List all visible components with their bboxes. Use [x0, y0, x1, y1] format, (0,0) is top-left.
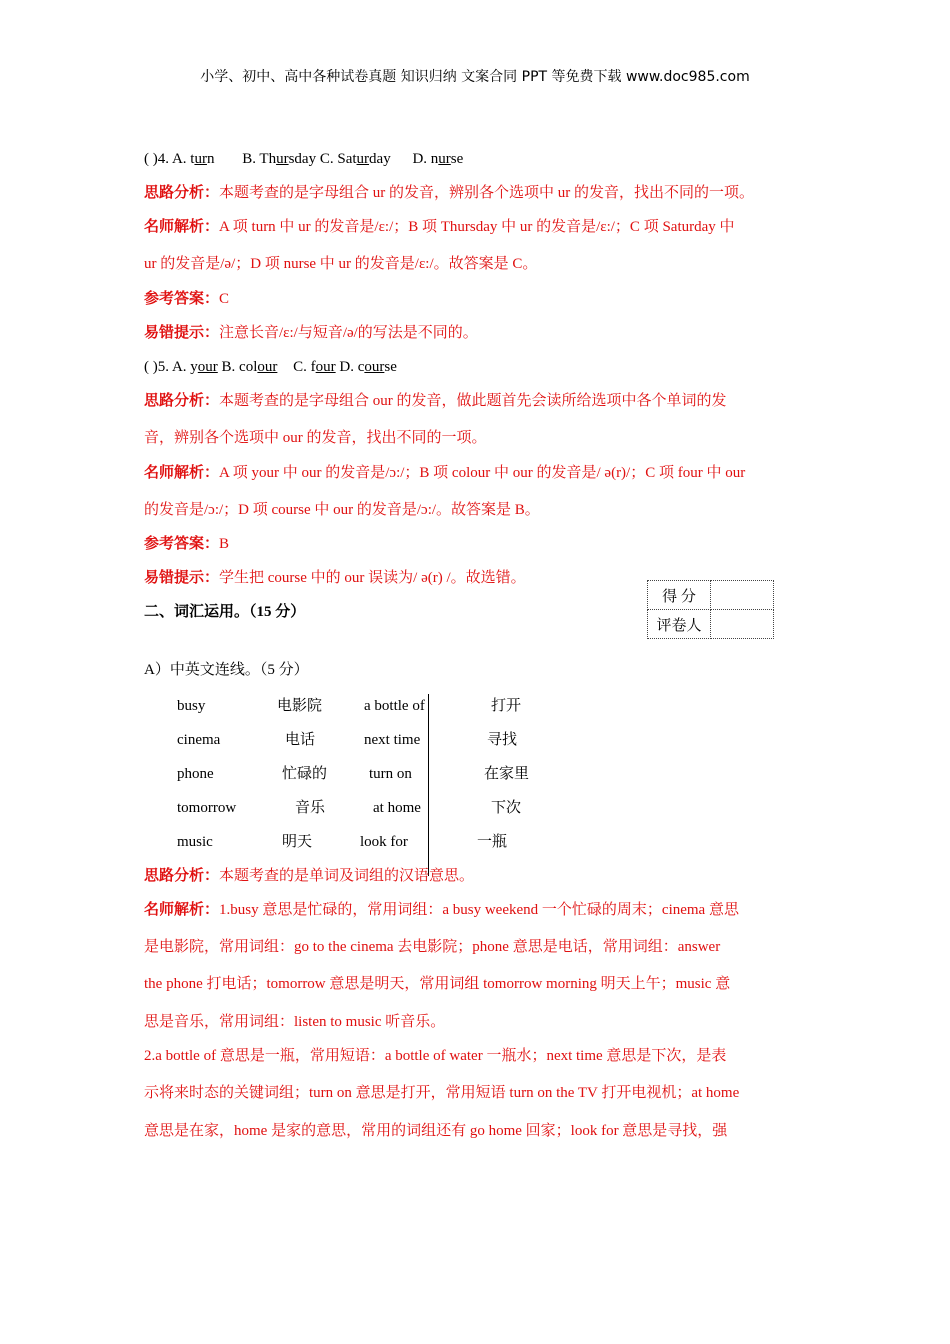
grader-field[interactable]	[711, 610, 774, 639]
matching-explanation-line: 是电影院，常用词组：go to the cinema 去电影院；phone 意思是电话，常用词组：answer	[144, 939, 721, 955]
q5-option-b: B. colour	[221, 359, 278, 375]
match-col2-item: 忙碌的	[282, 766, 328, 782]
q5-analysis: 思路分析：本题考查的是字母组合 our 的发音，做此题首先会读所给选项中各个单词的发	[144, 393, 727, 409]
match-col3-item: turn on	[369, 766, 412, 782]
q4-tip: 易错提示：注意长音/ɛ:/与短音/ə/的写法是不同的。	[144, 325, 478, 341]
match-col3-item: next time	[364, 732, 421, 748]
match-col1-item: tomorrow	[177, 800, 237, 816]
q5-analysis-cont: 音，辨别各个选项中 our 的发音，找出不同的一项。	[144, 430, 487, 446]
matching-analysis: 思路分析：本题考查的是单词及词组的汉语意思。	[144, 868, 475, 884]
matching-explanation-line: 意思是在家，home 是家的意思，常用的词组还有 go home 回家；look for 意思是寻找，强	[144, 1123, 728, 1139]
match-col4-item: 打开	[491, 698, 522, 714]
match-col1-item: busy	[177, 698, 206, 714]
match-col3-item: a bottle of	[364, 698, 425, 714]
matching-explanation: 名师解析：1.busy 意思是忙碌的，常用词组：a busy weekend 一个忙碌的周末；cinema 意思	[144, 902, 739, 918]
section-2-title: 二、词汇运用。（15 分）	[144, 604, 306, 620]
q5-option-a: A. your	[171, 359, 218, 375]
q5-explanation: 名师解析：A 项 your 中 our 的发音是/ɔ:/；B 项 colour 中 our 的发音是/ ə(r)/；C 项 four 中 our	[144, 465, 746, 481]
q4-explanation: 名师解析：A 项 turn 中 ur 的发音是/ɛ:/；B 项 Thursday 中 ur 的发音是/ɛ:/；C 项 Saturday 中	[144, 219, 735, 235]
score-label: 得 分	[648, 581, 711, 610]
match-col2-item: 电话	[285, 732, 316, 748]
question-4: ( )4. A. turn B. Thursday C. Saturday D. nurse	[144, 151, 464, 167]
q5-answer: 参考答案：B	[144, 536, 230, 552]
page-header[interactable]: 小学、初中、高中各种试卷真题 知识归纳 文案合同 PPT 等免费下载 www.doc985.com	[200, 69, 750, 85]
match-col4-item: 在家里	[484, 766, 530, 782]
match-col4-item: 一瓶	[477, 834, 508, 850]
match-col3-item: at home	[373, 800, 421, 816]
question-5: ( )5. A. your B. colour C. four D. course	[144, 359, 397, 375]
q5-tip: 易错提示：学生把 course 中的 our 误读为/ ə(r) /。故选错。	[144, 570, 526, 586]
matching-explanation-line: 2.a bottle of 意思是一瓶，常用短语：a bottle of water 一瓶水；next time 意思是下次，是表	[144, 1048, 727, 1064]
q5-explanation-cont: 的发音是/ɔ:/；D 项 course 中 our 的发音是/ɔ:/。故答案是 B。	[144, 502, 540, 518]
q4-answer: 参考答案：C	[144, 291, 230, 307]
q4-option-b: B. Thursday	[242, 151, 317, 167]
q5-option-c: C. four	[293, 359, 336, 375]
match-col1-item: music	[177, 834, 213, 850]
match-col4-item: 下次	[491, 800, 522, 816]
grader-label: 评卷人	[648, 610, 711, 639]
q4-option-a: A. turn	[171, 151, 215, 167]
q4-option-d: D. nurse	[412, 151, 464, 167]
match-col4-item: 寻找	[487, 732, 518, 748]
matching-divider	[428, 694, 429, 876]
match-col2-item: 电影院	[277, 698, 323, 714]
matching-explanation-line: the phone 打电话；tomorrow 意思是明天，常用词组 tomorrow morning 明天上午；music 意	[144, 976, 731, 992]
match-col1-item: phone	[177, 766, 214, 782]
match-col1-item: cinema	[177, 732, 221, 748]
q4-explanation-cont: ur 的发音是/ə/；D 项 nurse 中 ur 的发音是/ɛ:/。故答案是 C。	[144, 256, 538, 272]
q4-analysis: 思路分析：本题考查的是字母组合 ur 的发音，辨别各个选项中 ur 的发音，找出不同的一项。	[144, 185, 755, 201]
score-box	[647, 580, 774, 639]
q4-option-c: C. Saturday	[319, 151, 391, 167]
score-field[interactable]	[711, 581, 774, 610]
matching-explanation-line: 示将来时态的关键词组；turn on 意思是打开，常用短语 turn on the TV 打开电视机；at home	[144, 1085, 740, 1101]
matching-explanation-line: 思是音乐，常用词组：listen to music 听音乐。	[144, 1014, 446, 1030]
match-col2-item: 明天	[282, 834, 313, 850]
part-a-title: A）中英文连线。（5 分）	[144, 662, 309, 678]
q5-option-d: D. course	[339, 359, 397, 375]
match-col3-item: look for	[360, 834, 408, 850]
match-col2-item: 音乐	[295, 800, 326, 816]
